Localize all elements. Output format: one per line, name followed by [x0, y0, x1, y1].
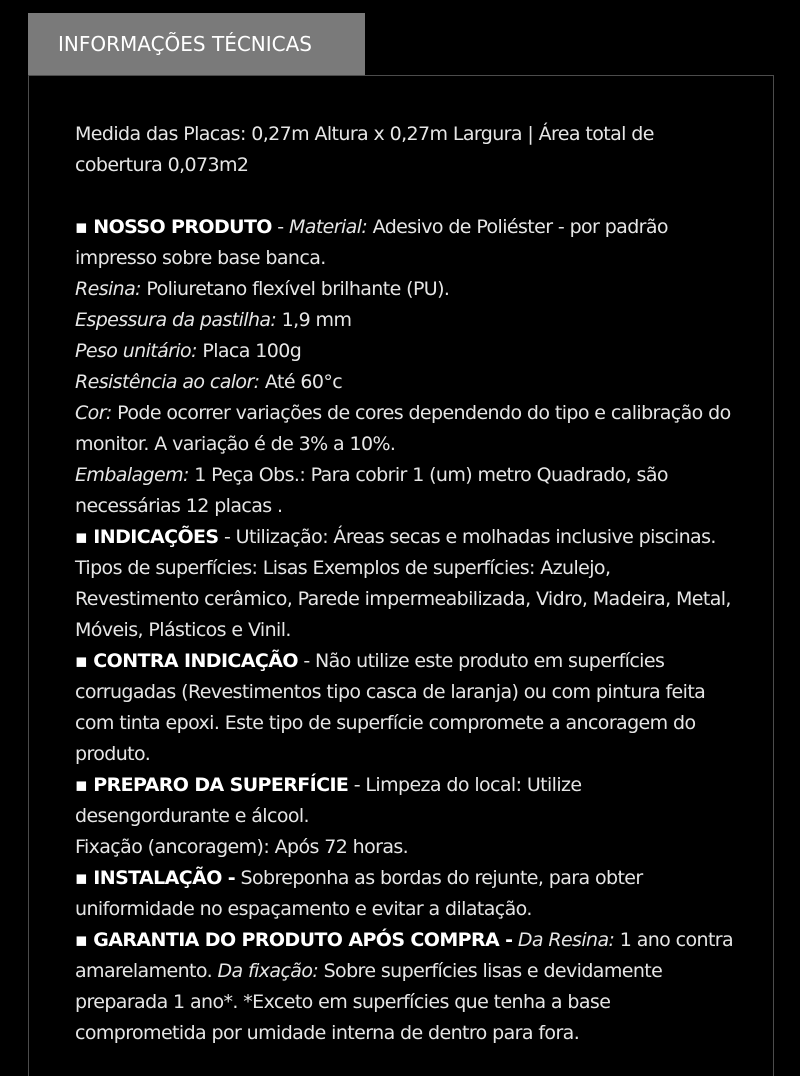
calor-line — [75, 367, 735, 398]
contra-indicacao-paragraph — [75, 646, 735, 770]
separator: - — [271, 216, 289, 238]
bullet-icon: ▪ — [75, 526, 94, 548]
material-value: Adesivo de Poliéster - por padrão impresso sobre base banca. — [75, 216, 668, 269]
technical-info-panel — [28, 75, 774, 1076]
paragraph-gap — [75, 181, 735, 212]
contra-indicacao-heading: CONTRA INDICAÇÃO — [93, 650, 298, 672]
cor-value: Pode ocorrer variações de cores dependendo do tipo e calibração do monitor. A variação é de 3% a 10%. — [75, 402, 731, 455]
garantia-resina-label: Da Resina: — [512, 929, 615, 951]
indicacoes-paragraph — [75, 522, 735, 646]
espessura-line — [75, 305, 735, 336]
preparo-text: - Limpeza do local: Utilize desengordurante e álcool. — [75, 774, 582, 827]
cor-label: Cor: — [75, 402, 112, 424]
instalacao-paragraph — [75, 863, 735, 925]
resina-label: Resina: — [75, 278, 141, 300]
peso-value: Placa 100g — [196, 340, 302, 362]
instalacao-text: Sobreponha as bordas do rejunte, para obter uniformidade no espaçamento e evitar a dilatação. — [75, 867, 643, 920]
calor-label: Resistência ao calor: — [75, 371, 260, 393]
indicacoes-text: - Utilização: Áreas secas e molhadas inclusive piscinas. Tipos de superfícies: Lisas Exemplos de superfícies: Azulejo, Revestimento cerâmico, Parede impermeabilizada, Vidro, Madeira, Metal, Móveis, Plásticos e Vinil. — [75, 526, 731, 641]
resina-line — [75, 274, 735, 305]
peso-line — [75, 336, 735, 367]
bullet-icon: ▪ — [75, 867, 94, 889]
tab-informacoes-tecnicas[interactable]: INFORMAÇÕES TÉCNICAS — [28, 13, 365, 76]
cor-line — [75, 398, 735, 460]
garantia-paragraph — [75, 925, 735, 1049]
espessura-label: Espessura da pastilha: — [75, 309, 277, 331]
peso-label: Peso unitário: — [75, 340, 197, 362]
garantia-fixacao-label: Da fixação: — [212, 960, 319, 982]
espessura-value: 1,9 mm — [276, 309, 352, 331]
preparo-paragraph — [75, 770, 735, 832]
embalagem-value: 1 Peça Obs.: Para cobrir 1 (um) metro Quadrado, são necessárias 12 placas . — [75, 464, 668, 517]
fixacao-line: Fixação (ancoragem): Após 72 horas. — [75, 836, 409, 858]
embalagem-label: Embalagem: — [75, 464, 189, 486]
technical-info-content — [75, 119, 735, 1049]
preparo-heading: PREPARO DA SUPERFÍCIE — [93, 774, 349, 796]
bullet-icon: ▪ — [75, 216, 94, 238]
indicacoes-heading: INDICAÇÕES — [93, 526, 219, 548]
bullet-icon: ▪ — [75, 774, 94, 796]
bullet-icon: ▪ — [75, 929, 94, 951]
garantia-fixacao-value: Sobre superfícies lisas e devidamente preparada 1 ano*. *Exceto em superfícies que tenha a base comprometida por umidade interna de dentro para fora. — [75, 960, 663, 1044]
contra-indicacao-text: - Não utilize este produto em superfícies corrugadas (Revestimentos tipo casca de laranja) ou com pintura feita com tinta epoxi. Este tipo de superfície compromete a ancoragem do produto. — [75, 650, 706, 765]
instalacao-heading: INSTALAÇÃO - — [93, 867, 236, 889]
nosso-produto-paragraph — [75, 212, 735, 274]
garantia-heading: GARANTIA DO PRODUTO APÓS COMPRA - — [93, 929, 513, 951]
calor-value: Até 60°c — [259, 371, 343, 393]
dimensions-paragraph: Medida das Placas: 0,27m Altura x 0,27m Largura | Área total de cobertura 0,073m2 — [75, 123, 654, 176]
nosso-produto-heading: NOSSO PRODUTO — [93, 216, 272, 238]
material-label: Material: — [289, 216, 368, 238]
resina-value: Poliuretano flexível brilhante (PU). — [140, 278, 450, 300]
bullet-icon: ▪ — [75, 650, 94, 672]
garantia-resina-value: 1 ano contra amarelamento. — [75, 929, 734, 982]
embalagem-line — [75, 460, 735, 522]
